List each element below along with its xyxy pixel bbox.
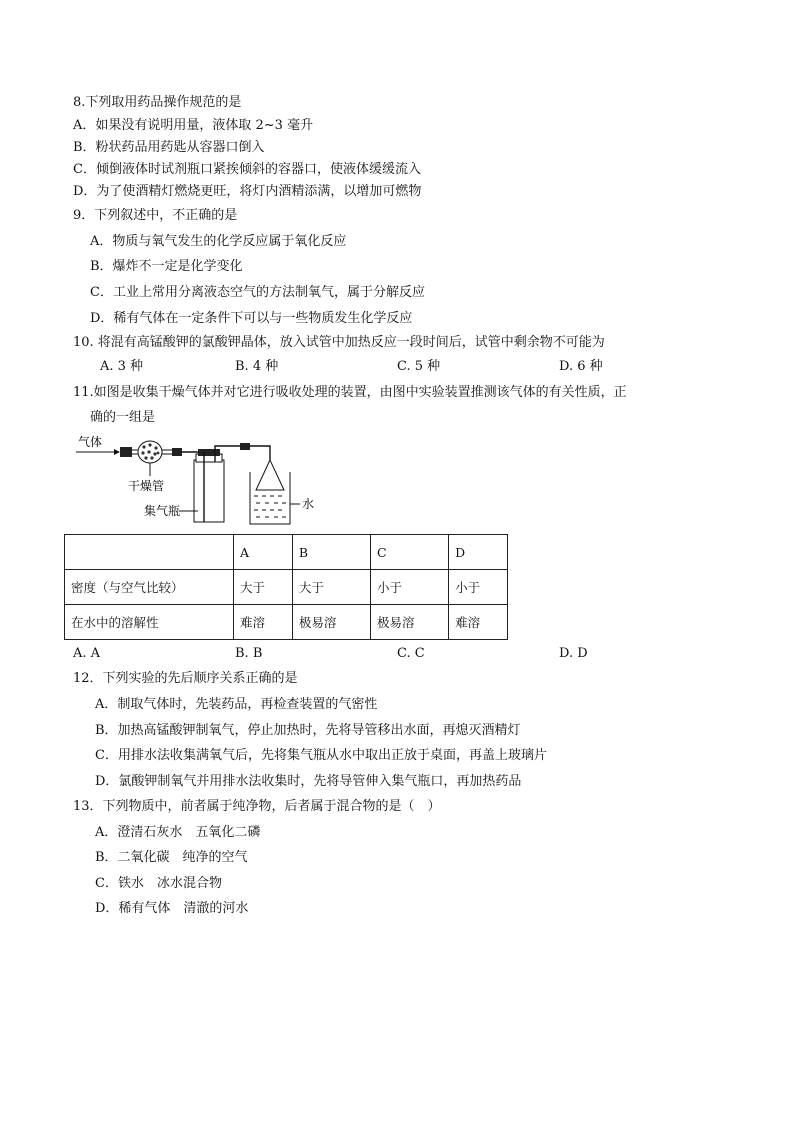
q11-option-b: B. B bbox=[235, 646, 263, 661]
q10-option-a: A. 3 种 bbox=[100, 359, 144, 374]
table-cell: 小于 bbox=[449, 570, 508, 605]
table-cell bbox=[65, 535, 234, 570]
q13-stem: 13．下列物质中，前者属于纯净物，后者属于混合物的是（ ） bbox=[73, 799, 441, 814]
table-cell: 极易溶 bbox=[370, 605, 448, 640]
q8-stem: 8.下列取用药品操作规范的是 bbox=[73, 95, 242, 110]
q10-option-d: D. 6 种 bbox=[559, 359, 603, 374]
q10-option-c: C. 5 种 bbox=[397, 359, 441, 374]
table-row bbox=[65, 535, 508, 570]
stopper-icon bbox=[120, 447, 132, 457]
q12-option-b: B．加热高锰酸钾制氧气，停止加热时，先将导管移出水面，再熄灭酒精灯 bbox=[95, 723, 521, 738]
q8-option-a: A．如果没有说明用量，液体取 2~3 毫升 bbox=[73, 118, 314, 133]
table-row-label: 在水中的溶解性 bbox=[65, 605, 234, 640]
q9-option-b: B．爆炸不一定是化学变化 bbox=[90, 259, 243, 274]
q9-option-a: A．物质与氧气发生的化学反应属于氧化反应 bbox=[90, 234, 347, 249]
table-cell: 小于 bbox=[370, 570, 448, 605]
table-cell: 难溶 bbox=[234, 605, 293, 640]
q9-stem: 9．下列叙述中，不正确的是 bbox=[73, 208, 238, 223]
q11-property-table bbox=[64, 534, 508, 640]
q11-option-a: A. A bbox=[73, 646, 101, 661]
q11-stem-line2: 确的一组是 bbox=[90, 410, 156, 425]
water bbox=[251, 494, 289, 523]
q8-option-c: C．倾倒液体时试剂瓶口紧挨倾斜的容器口，使液体缓缓流入 bbox=[73, 162, 421, 177]
table-cell: 难溶 bbox=[449, 605, 508, 640]
q11-apparatus-diagram bbox=[72, 432, 332, 528]
gas-bottle bbox=[194, 460, 224, 522]
q10-option-b: B. 4 种 bbox=[235, 359, 279, 374]
q11-stem-line1: 11.如图是收集干燥气体并对它进行吸收处理的装置，由图中实验装置推测该气体的有关性质，正 bbox=[73, 385, 627, 400]
q13-option-a: A．澄清石灰水 五氧化二磷 bbox=[95, 825, 261, 840]
q9-option-c: C．工业上常用分离液态空气的方法制氧气，属于分解反应 bbox=[90, 285, 425, 300]
table-row-label: 密度（与空气比较） bbox=[65, 570, 234, 605]
q13-option-b: B．二氧化碳 纯净的空气 bbox=[95, 850, 248, 865]
q8-option-d: D．为了使酒精灯燃烧更旺，将灯内酒精添满，以增加可燃物 bbox=[73, 184, 422, 199]
table-cell: 大于 bbox=[234, 570, 293, 605]
table-header-a: A bbox=[234, 535, 293, 570]
gas-bottle-label: 集气瓶 bbox=[144, 504, 181, 518]
table-row bbox=[65, 605, 508, 640]
table-cell: 极易溶 bbox=[292, 605, 370, 640]
table-header-c: C bbox=[370, 535, 448, 570]
q12-option-a: A．制取气体时，先装药品，再检查装置的气密性 bbox=[95, 697, 378, 712]
q12-stem: 12．下列实验的先后顺序关系正确的是 bbox=[73, 671, 298, 686]
q12-option-c: C．用排水法收集满氧气后，先将集气瓶从水中取出正放于桌面，再盖上玻璃片 bbox=[95, 748, 547, 763]
connector-stopper-icon bbox=[172, 448, 182, 456]
q9-option-d: D．稀有气体在一定条件下可以与一些物质发生化学反应 bbox=[90, 311, 413, 326]
bottle-stopper-icon bbox=[198, 449, 220, 456]
inverted-funnel bbox=[256, 460, 284, 490]
gas-inlet-arrow-icon bbox=[114, 449, 120, 455]
q11-option-d: D. D bbox=[559, 646, 588, 661]
q11-option-c: C. C bbox=[397, 646, 425, 661]
table-cell: 大于 bbox=[292, 570, 370, 605]
table-header-d: D bbox=[449, 535, 508, 570]
table-row bbox=[65, 570, 508, 605]
drying-tube-label: 干燥管 bbox=[128, 479, 165, 493]
q8-option-b: B．粉状药品用药匙从容器口倒入 bbox=[73, 140, 265, 155]
q10-stem: 10. 将混有高锰酸钾的氯酸钾晶体，放入试管中加热反应一段时间后，试管中剩余物不可能为 bbox=[73, 335, 605, 350]
q12-option-d: D．氯酸钾制氧气并用排水法收集时，先将导管伸入集气瓶口，再加热药品 bbox=[95, 774, 522, 789]
q13-option-c: C．铁水 冰水混合物 bbox=[95, 876, 222, 891]
water-label: 水 bbox=[302, 497, 315, 511]
q13-option-d: D．稀有气体 清澈的河水 bbox=[95, 901, 249, 916]
gas-label: 气体 bbox=[78, 435, 103, 449]
table-header-b: B bbox=[292, 535, 370, 570]
